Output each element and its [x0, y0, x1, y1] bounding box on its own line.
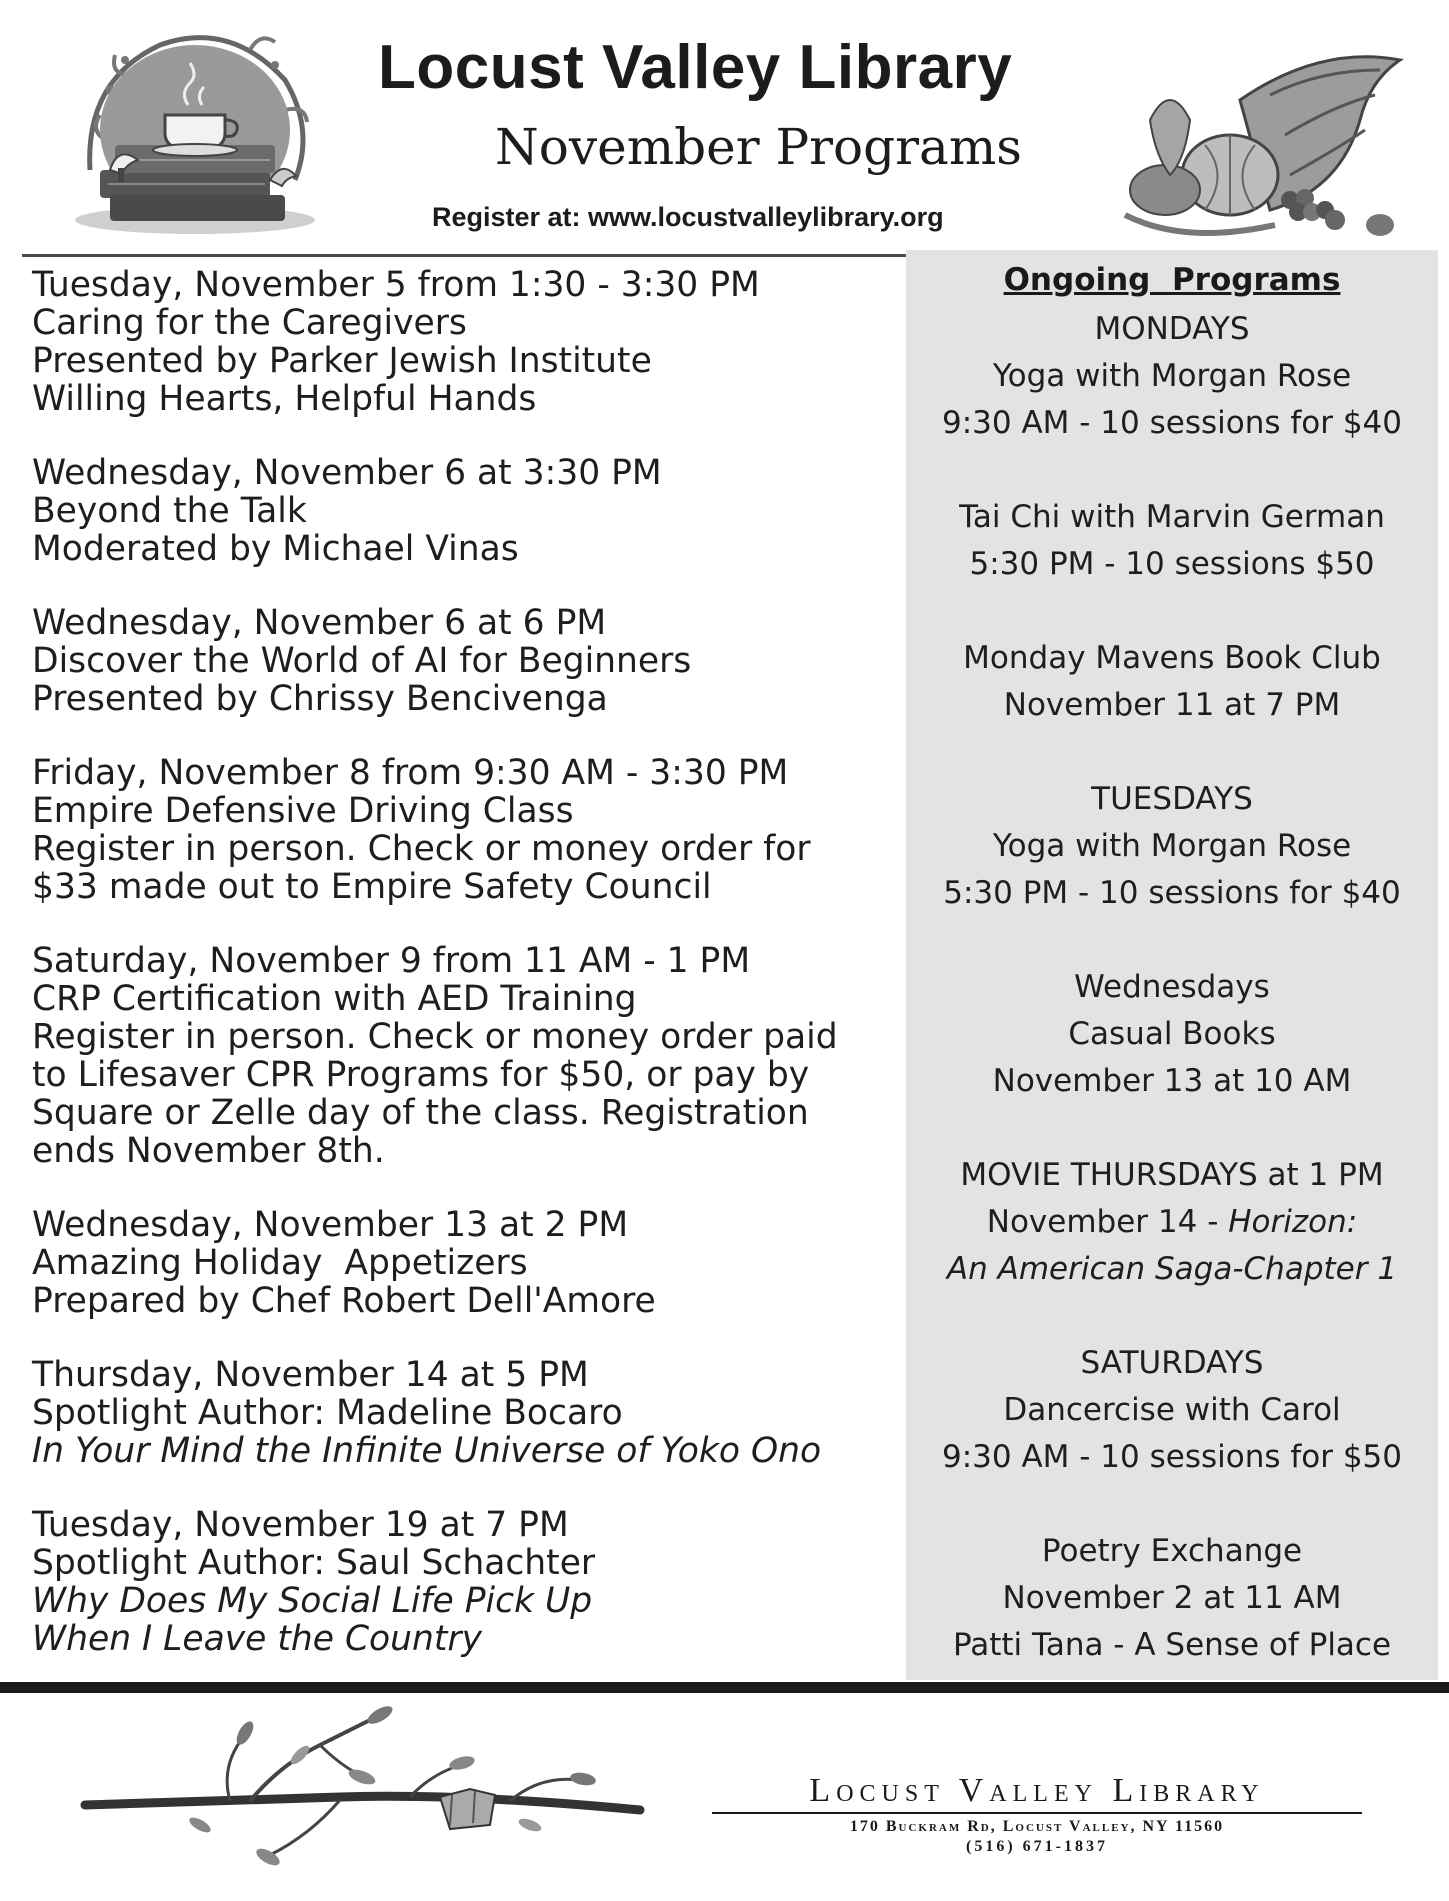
event-name: Amazing Holiday Appetizers — [32, 1243, 528, 1283]
program-line: MONDAYS — [1094, 311, 1250, 347]
program-block — [906, 306, 1438, 447]
event-item — [32, 942, 892, 1170]
event-detail: Moderated by Michael Vinas — [32, 529, 519, 569]
program-line: November 2 at 11 AM — [1002, 1580, 1342, 1616]
program-line: TUESDAYS — [1091, 781, 1253, 817]
event-name: Caring for the Caregivers — [32, 303, 467, 343]
event-item — [32, 1506, 892, 1658]
branch-illustration — [80, 1705, 660, 1895]
event-date: Wednesday, November 6 at 3:30 PM — [32, 453, 662, 493]
footer-rule — [712, 1812, 1362, 1814]
program-line: 5:30 PM - 10 sessions for $40 — [943, 875, 1401, 911]
book-title: When I Leave the Country — [32, 1619, 483, 1659]
event-item — [32, 754, 892, 906]
movie-title: An American Saga-Chapter 1 — [946, 1251, 1398, 1287]
program-line: Wednesdays — [1074, 969, 1270, 1005]
program-block — [906, 1340, 1438, 1481]
program-line: Dancercise with Carol — [1003, 1392, 1341, 1428]
program-line: Yoga with Morgan Rose — [992, 828, 1352, 864]
movie-date: November 14 - — [986, 1204, 1229, 1240]
footer-address: 170 Buckram Rd, Locust Valley, NY 11560 — [849, 1818, 1225, 1835]
event-date: Wednesday, November 13 at 2 PM — [32, 1205, 629, 1245]
program-line: Tai Chi with Marvin German — [959, 499, 1385, 535]
event-detail: Register in person. Check or money order paid — [32, 1017, 838, 1057]
event-detail: Register in person. Check or money order for — [32, 829, 811, 869]
page-subtitle: November Programs — [495, 118, 1022, 176]
event-detail: ends November 8th. — [32, 1131, 385, 1171]
event-name: Discover the World of AI for Beginners — [32, 641, 692, 681]
program-line: 9:30 AM - 10 sessions for $40 — [941, 405, 1403, 441]
program-line: MOVIE THURSDAYS at 1 PM — [960, 1157, 1384, 1193]
program-line: November 13 at 10 AM — [992, 1063, 1352, 1099]
event-date: Friday, November 8 from 9:30 AM - 3:30 PM — [32, 753, 789, 793]
footer-phone: (516) 671-1837 — [966, 1838, 1108, 1855]
program-line: Patti Tana - A Sense of Place — [952, 1627, 1392, 1663]
event-date: Wednesday, November 6 at 6 PM — [32, 603, 607, 643]
footer-library-name: Locust Valley Library — [809, 1772, 1265, 1809]
event-item — [32, 1356, 892, 1470]
event-name: Spotlight Author: Madeline Bocaro — [32, 1393, 623, 1433]
book-title: Why Does My Social Life Pick Up — [32, 1581, 593, 1621]
event-detail: to Lifesaver CPR Programs for $50, or pay by — [32, 1055, 810, 1095]
event-item — [32, 266, 892, 418]
program-line: SATURDAYS — [1080, 1345, 1264, 1381]
book-title: In Your Mind the Infinite Universe of Yoko Ono — [32, 1431, 822, 1471]
event-item — [32, 604, 892, 718]
header — [0, 0, 1449, 250]
register-url: Register at: www.locustvalleylibrary.org — [432, 202, 944, 232]
movie-title: Horizon: — [1228, 1204, 1358, 1240]
event-name: CRP Certification with AED Training — [32, 979, 637, 1019]
library-title: Locust Valley Library — [378, 33, 1013, 102]
program-block — [906, 1528, 1438, 1669]
program-line: 5:30 PM - 10 sessions $50 — [969, 546, 1375, 582]
event-name: Beyond the Talk — [32, 491, 307, 531]
books-teacup-illustration — [70, 20, 320, 240]
event-detail: Willing Hearts, Helpful Hands — [32, 379, 537, 419]
event-date: Thursday, November 14 at 5 PM — [32, 1355, 589, 1395]
program-line: Casual Books — [1068, 1016, 1276, 1052]
program-line — [906, 1199, 1438, 1246]
program-line: 9:30 AM - 10 sessions for $50 — [941, 1439, 1403, 1475]
event-name: Spotlight Author: Saul Schachter — [32, 1543, 596, 1583]
footer-divider — [0, 1682, 1449, 1693]
ongoing-heading: Ongoing Programs — [1003, 262, 1341, 298]
program-block — [906, 776, 1438, 917]
ongoing-programs — [906, 260, 1438, 1716]
program-line: Yoga with Morgan Rose — [992, 358, 1352, 394]
event-date: Tuesday, November 5 from 1:30 - 3:30 PM — [32, 265, 760, 305]
program-block — [906, 964, 1438, 1105]
program-line: Poetry Exchange — [1041, 1533, 1303, 1569]
events-list — [32, 266, 892, 1694]
event-detail: Prepared by Chef Robert Dell'Amore — [32, 1281, 656, 1321]
event-detail: Presented by Parker Jewish Institute — [32, 341, 652, 381]
program-block — [906, 1152, 1438, 1293]
event-detail: Square or Zelle day of the class. Registration — [32, 1093, 809, 1133]
cornucopia-illustration — [1120, 40, 1420, 240]
event-item — [32, 1206, 892, 1320]
event-date: Saturday, November 9 from 11 AM - 1 PM — [32, 941, 751, 981]
event-date: Tuesday, November 19 at 7 PM — [32, 1505, 569, 1545]
program-line: Monday Mavens Book Club — [963, 640, 1381, 676]
event-detail: $33 made out to Empire Safety Council — [32, 867, 712, 907]
event-name: Empire Defensive Driving Class — [32, 791, 574, 831]
event-item — [32, 454, 892, 568]
program-block — [906, 494, 1438, 588]
event-detail: Presented by Chrissy Bencivenga — [32, 679, 608, 719]
program-block — [906, 635, 1438, 729]
program-line: November 11 at 7 PM — [1003, 687, 1341, 723]
